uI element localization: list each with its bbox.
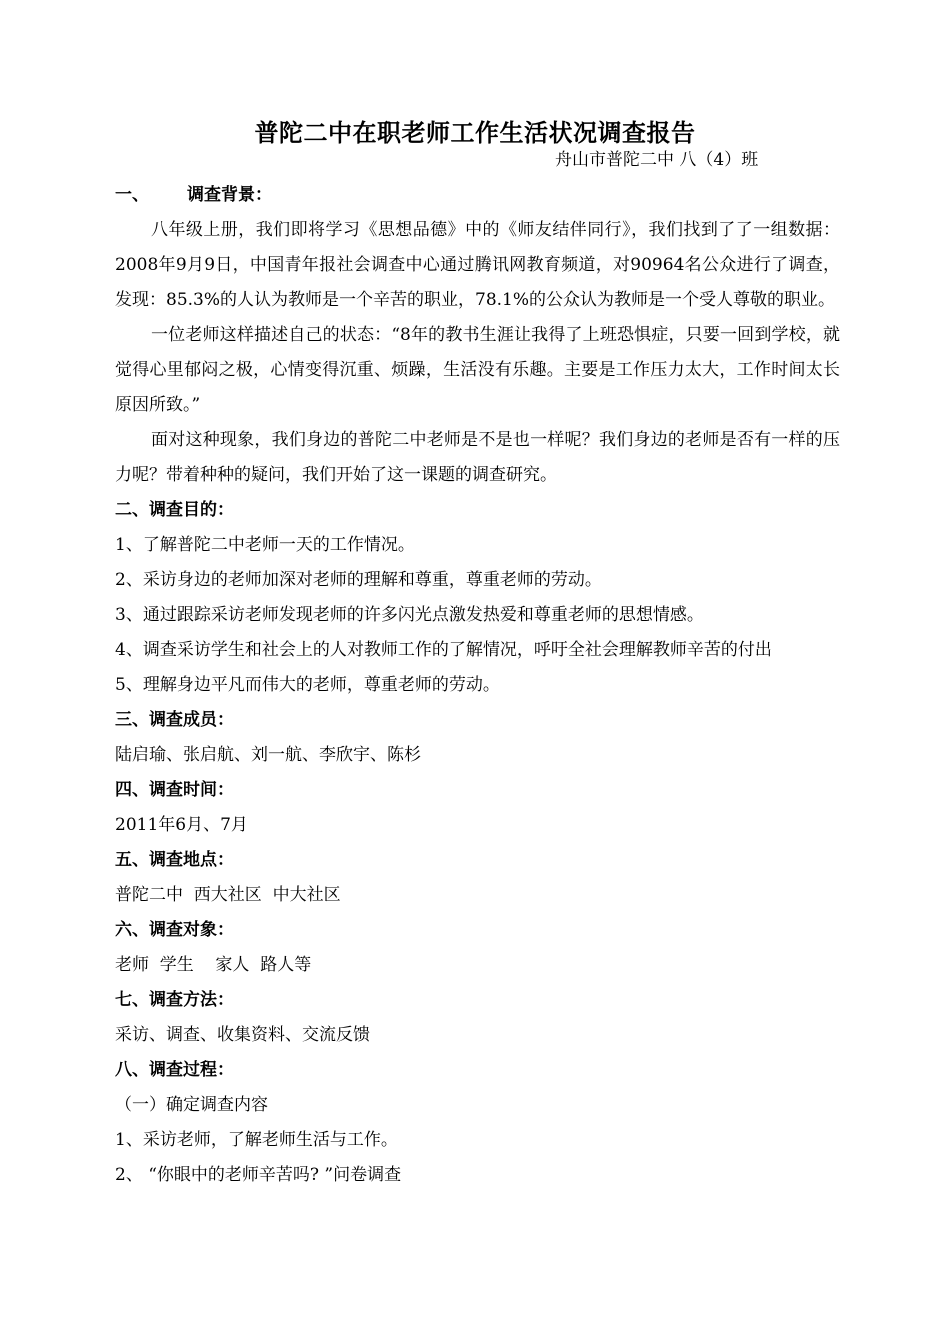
subjects-text: 老师 学生 家人 路人等 <box>115 955 312 975</box>
background-paragraph: 面对这种现象，我们身边的普陀二中老师是不是也一样呢？我们身边的老师是否有一样的压力呢？带着种种的疑问，我们开始了这一课题的调查研究。 <box>115 430 840 485</box>
section-heading-subjects: 六、调查对象： <box>115 920 234 940</box>
method-text: 采访、调查、收集资料、交流反馈 <box>115 1025 370 1045</box>
process-item: 2、 “你眼中的老师辛苦吗? ”问卷调查 <box>115 1165 402 1185</box>
location-text: 普陀二中 西大社区 中大社区 <box>115 885 341 905</box>
purpose-item: 4、调查采访学生和社会上的人对教师工作的了解情况，呼吁全社会理解教师辛苦的付出 <box>115 640 772 660</box>
section-heading-text: 调查背景： <box>187 185 272 205</box>
document-title: 普陀二中在职老师工作生活状况调查报告 <box>254 118 696 147</box>
background-paragraph: 一位老师这样描述自己的状态：“8年的教书生涯让我得了上班恐惧症，只要一回到学校，就觉得心里郁闷之极，心情变得沉重、烦躁，生活没有乐趣。主要是工作压力太大，工作时间太长原因所致。” <box>115 325 840 415</box>
purpose-item: 2、采访身边的老师加深对老师的理解和尊重，尊重老师的劳动。 <box>115 570 602 590</box>
purpose-item: 3、通过跟踪采访老师发现老师的许多闪光点激发热爱和尊重老师的思想情感。 <box>115 605 704 625</box>
section-number: 一、 <box>115 185 149 205</box>
document-body <box>115 178 840 1193</box>
document-subtitle: 舟山市普陀二中 八（4）班 <box>555 150 759 170</box>
process-subheading: （一）确定调查内容 <box>115 1095 268 1115</box>
section-heading-background <box>115 178 840 213</box>
purpose-item: 5、理解身边平凡而伟大的老师，尊重老师的劳动。 <box>115 675 500 695</box>
section-heading-purpose: 二、调查目的： <box>115 500 234 520</box>
section-heading-members: 三、调查成员： <box>115 710 234 730</box>
section-heading-location: 五、调查地点： <box>115 850 234 870</box>
purpose-item: 1、了解普陀二中老师一天的工作情况。 <box>115 535 415 555</box>
section-heading-time: 四、调查时间： <box>115 780 234 800</box>
background-paragraph: 八年级上册，我们即将学习《思想品德》中的《师友结伴同行》，我们找到了了一组数据：2008年9月9日，中国青年报社会调查中心通过腾讯网教育频道，对90964名公众进行了调查，发现：85.3%的人认为教师是一个辛苦的职业，78.1%的公众认为教师是一个受人尊敬的职业。 <box>115 220 840 310</box>
time-text: 2011年6月、7月 <box>115 815 248 835</box>
process-item: 1、采访老师，了解老师生活与工作。 <box>115 1130 398 1150</box>
members-text: 陆启瑜、张启航、刘一航、李欣宇、陈杉 <box>115 745 421 765</box>
section-heading-process: 八、调查过程： <box>115 1060 234 1080</box>
section-heading-method: 七、调查方法： <box>115 990 234 1010</box>
